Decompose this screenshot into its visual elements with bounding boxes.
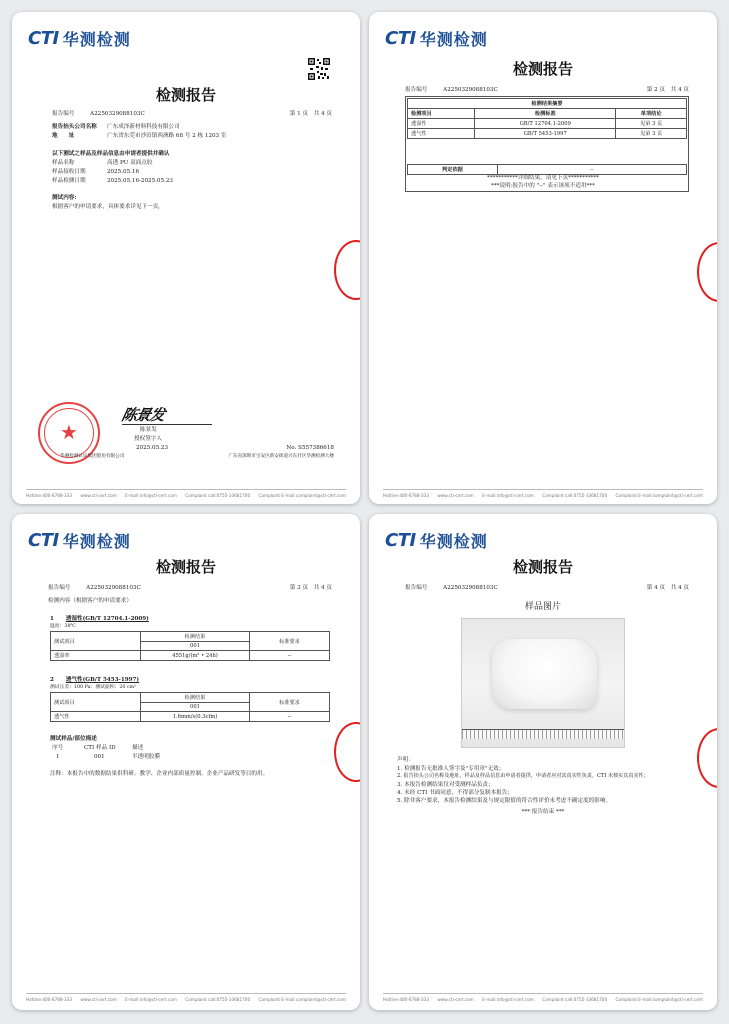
summary-cell: 见第 3 页 [616, 119, 687, 129]
footer-complaint-call: Complaint call:0755-33681700 [542, 493, 608, 498]
footer-hotline: Hotline:400-6788-333 [383, 997, 429, 1002]
report-page-1 [12, 12, 360, 504]
report-no: A2250329088103C [443, 87, 498, 93]
col-sample: 001 [141, 642, 250, 651]
page-number: 第 2 页 共 4 页 [646, 87, 689, 93]
company-seal-icon: ★ [38, 402, 100, 464]
desc-header-desc: 描述 [132, 745, 144, 751]
footer-web: www.cti-cert.com [437, 493, 474, 498]
desc-title: 测试样品/部位描述 [50, 736, 97, 742]
client-name: 广东成泽新材料科技有限公司 [107, 124, 180, 130]
footer-complaint-email: Complaint E-mail:complaint@cti-cert.com [615, 997, 703, 1002]
footer-hotline: Hotline:400-6788-333 [26, 997, 72, 1002]
seal-stamp-icon [697, 242, 717, 302]
sample-name: 高透 PU 双面点胶 [107, 160, 153, 166]
logo-cti-text: CTI [385, 27, 416, 49]
confirm-title: 以下测试之样品及样品信息由申请者提供并确认 [52, 151, 170, 157]
sample-photo [461, 618, 625, 748]
result-table-1 [50, 631, 330, 661]
section-number: 1 [50, 616, 54, 622]
page-title: 检测报告 [155, 558, 216, 576]
judge-value: -- [498, 165, 687, 175]
page-number: 第 4 页 共 4 页 [646, 585, 689, 591]
table-row [51, 651, 330, 661]
footer-web: www.cti-cert.com [437, 997, 474, 1002]
footer-complaint-call: Complaint call:0755-33681700 [185, 997, 251, 1002]
col-item: 测试项目 [51, 693, 141, 712]
report-no-label: 报告编号 [48, 585, 71, 591]
sign-date: 2025.05.23 [136, 445, 169, 451]
footer-complaint-call: Complaint call:0755-33681700 [185, 493, 251, 498]
logo-cn-text: 华测检测 [419, 29, 488, 49]
result-requirement: -- [250, 712, 330, 722]
test-date-label: 样品检测日期 [52, 178, 86, 184]
footer-complaint-email: Complaint E-mail:complaint@cti-cert.com [258, 493, 346, 498]
declaration-item: 2. 报告抬头公司名称及地址，样品及样品信息由申请者提供，申请者应对其真实性负责，CTI 未核实其真实性； [397, 773, 649, 779]
qr-code-icon [308, 58, 330, 80]
desc-row-no: 1 [56, 754, 60, 760]
signer-role: 授权签字人 [134, 436, 162, 442]
col-result: 检测结果 [141, 632, 250, 642]
report-no: A2250329088103C [443, 585, 498, 591]
report-no: A2250329088103C [90, 111, 145, 117]
section-condition: 温度：38℃ [50, 624, 76, 629]
desc-row-id: 001 [94, 754, 105, 760]
detail-note: ***********详细结果，请见下页*********** [487, 175, 599, 181]
ruler-image [462, 729, 624, 739]
desc-row-desc: 半透明胶膜 [132, 754, 160, 760]
section-condition: 测试压差：100 Pa；测试面积：20 cm² [50, 685, 137, 690]
page-number: 第 1 页 共 4 页 [289, 111, 332, 117]
client-label: 报告抬头公司名称 [52, 124, 97, 130]
footer-email: E-mail:info@cti-cert.com [482, 493, 534, 498]
cti-logo [28, 530, 131, 550]
result-requirement: -- [250, 651, 330, 661]
logo-cn-text: 华测检测 [62, 531, 131, 551]
na-note: ***说明:报告中的 "--" 表示该项不适用*** [491, 183, 595, 189]
received-label: 样品接收日期 [52, 169, 86, 175]
sample-film-image [492, 639, 597, 709]
content-label: 测试内容: [52, 195, 77, 201]
result-value: 4551g/(m² • 24h) [141, 651, 250, 661]
declaration-title: 声明： [397, 757, 414, 763]
test-intro: 检测内容（根据客户的申请要求） [48, 598, 132, 604]
desc-header-id: CTI 样品 ID [84, 745, 116, 751]
page-title: 检测报告 [155, 86, 216, 104]
content-text: 根据客户的申请要求，具体要求详见下一页。 [52, 204, 164, 210]
serial-number: No. S557386618 [286, 445, 334, 451]
declaration-item: 1. 检测报告无批准人签字及"专用章"无效； [397, 766, 505, 772]
summary-cell: GB/T 12704.1-2009 [475, 119, 616, 129]
summary-header-standard: 检测标准 [475, 109, 616, 119]
summary-title: 检测结果摘要 [408, 99, 687, 109]
page-number: 第 3 页 共 4 页 [289, 585, 332, 591]
desc-header-no: 序号 [52, 745, 64, 751]
seal-stamp-icon [334, 240, 360, 300]
report-page-3 [12, 514, 360, 1010]
report-no-label: 报告编号 [405, 585, 428, 591]
result-item: 透湿率 [51, 651, 141, 661]
company-name: 华测检测认证集团股份有限公司 [60, 454, 125, 459]
logo-cn-text: 华测检测 [419, 531, 488, 551]
report-page-2 [369, 12, 717, 504]
report-no-label: 报告编号 [52, 111, 75, 117]
table-row [408, 119, 687, 129]
received-date: 2025.05.16 [107, 169, 140, 175]
report-no-label: 报告编号 [405, 87, 428, 93]
page-title: 检测报告 [512, 558, 573, 576]
summary-header-item: 检测项目 [408, 109, 475, 119]
sample-name-label: 样品名称 [52, 160, 75, 166]
logo-cti-text: CTI [385, 529, 416, 551]
seal-stamp-icon [334, 722, 360, 782]
result-value: 1.6mm/s(0.3cfm) [141, 712, 250, 722]
usage-note: 注释：本报告中的数据结果供科研、教学、企业内部质量控制、企业产品研发等目的用。 [50, 771, 269, 777]
page-footer [383, 489, 703, 498]
page-footer [383, 993, 703, 1002]
col-result: 检测结果 [141, 693, 250, 703]
footer-web: www.cti-cert.com [80, 493, 117, 498]
footer-complaint-call: Complaint call:0755-33681700 [542, 997, 608, 1002]
summary-table [407, 98, 687, 139]
col-sample: 001 [141, 703, 250, 712]
page-title: 检测报告 [512, 60, 573, 78]
report-page-4 [369, 514, 717, 1010]
client-address: 广东省东莞市沙田镇西洲路 68 号 2 栋 1203 室 [107, 133, 227, 139]
result-item: 透气性 [51, 712, 141, 722]
report-end: *** 报告结束 *** [521, 809, 565, 815]
cti-logo [385, 28, 488, 48]
logo-cti-text: CTI [28, 529, 59, 551]
signature: 陈景发 [119, 406, 166, 424]
footer-email: E-mail:info@cti-cert.com [125, 997, 177, 1002]
footer-hotline: Hotline:400-6788-333 [26, 493, 72, 498]
summary-cell: 透气性 [408, 129, 475, 139]
section-title: 透湿性(GB/T 12704.1-2009) [65, 616, 149, 622]
cti-logo [28, 28, 131, 48]
summary-header-conclusion: 单项结论 [616, 109, 687, 119]
section-title: 透气性(GB/T 5453-1997) [65, 677, 140, 683]
test-date: 2025.05.16-2025.05.23 [107, 178, 173, 184]
summary-cell: 透湿性 [408, 119, 475, 129]
col-requirement: 标准要求 [250, 632, 330, 651]
footer-email: E-mail:info@cti-cert.com [482, 997, 534, 1002]
summary-cell: GB/T 5453-1997 [475, 129, 616, 139]
page-footer [26, 993, 346, 1002]
footer-complaint-email: Complaint E-mail:complaint@cti-cert.com [258, 997, 346, 1002]
footer-complaint-email: Complaint E-mail:complaint@cti-cert.com [615, 493, 703, 498]
logo-cti-text: CTI [28, 27, 59, 49]
table-row [51, 712, 330, 722]
report-no: A2250329088103C [86, 585, 141, 591]
logo-cn-text: 华测检测 [62, 29, 131, 49]
address-label: 地 址 [52, 133, 75, 139]
cti-logo [385, 530, 488, 550]
photo-title: 样品图片 [524, 602, 561, 612]
footer-web: www.cti-cert.com [80, 997, 117, 1002]
declaration-item: 4. 未经 CTI 书面同意，不得部分复制本报告； [397, 790, 513, 796]
footer-email: E-mail:info@cti-cert.com [125, 493, 177, 498]
signer-name: 陈景发 [140, 427, 157, 433]
summary-cell: 见第 3 页 [616, 129, 687, 139]
company-address: 广东省深圳市宝安区新安街道兴东社区华测检测大楼 [228, 454, 334, 459]
col-item: 测试项目 [51, 632, 141, 651]
page-footer [26, 489, 346, 498]
section-number: 2 [50, 677, 54, 683]
footer-hotline: Hotline:400-6788-333 [383, 493, 429, 498]
result-table-2 [50, 692, 330, 722]
col-requirement: 标准要求 [250, 693, 330, 712]
declaration-item: 5. 除非客户要求，本报告检测结果及与规定限值的符合性评价未考虑不确定度的影响。 [397, 798, 612, 804]
table-row [408, 129, 687, 139]
judge-label: 判定依据 [408, 165, 498, 175]
declaration-item: 3. 本报告检测结果仅对受测样品负责； [397, 782, 494, 788]
seal-stamp-icon [697, 728, 717, 788]
